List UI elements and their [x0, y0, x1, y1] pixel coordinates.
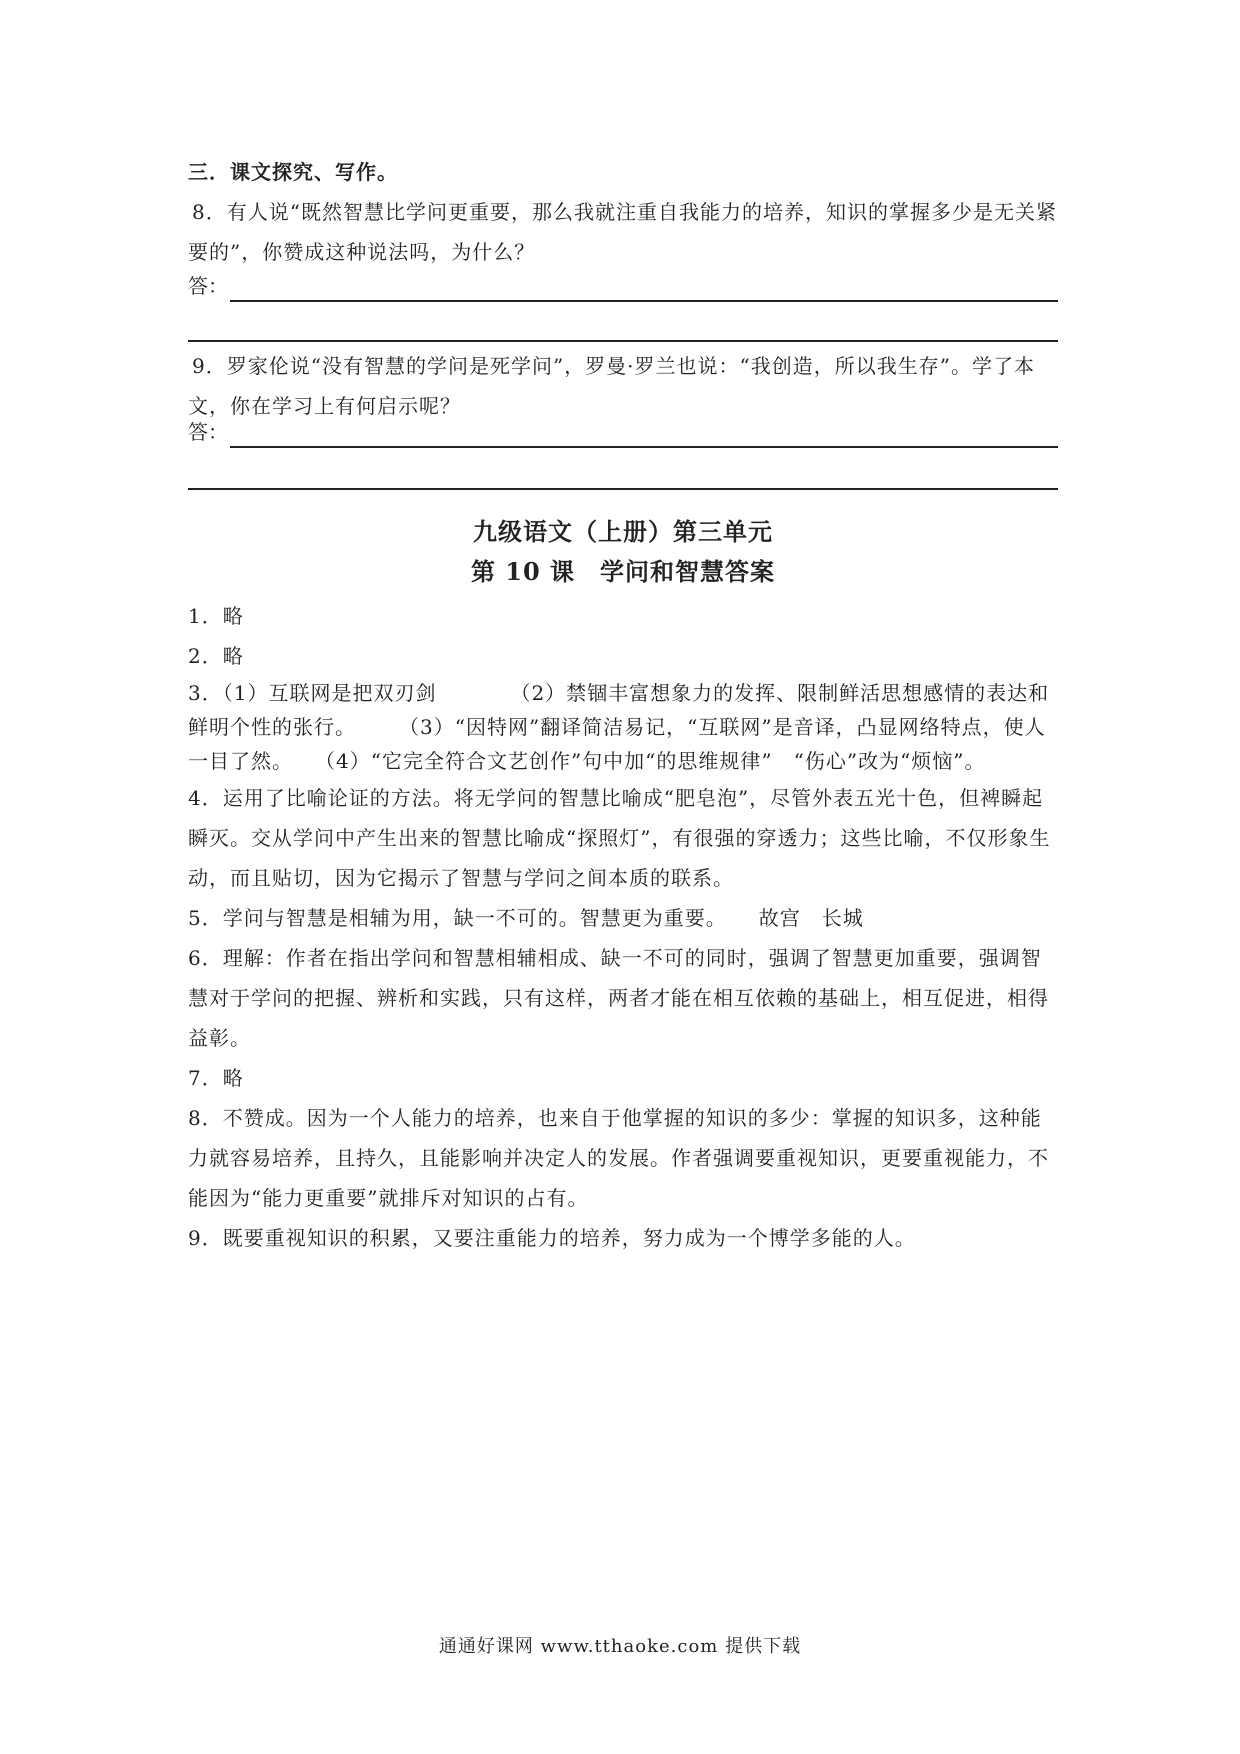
answers-title: 九级语文（上册）第三单元	[473, 517, 773, 546]
answer-label: 答：	[188, 274, 228, 298]
answer-item: 6．理解：作者在指出学问和智慧相辅相成、缺一不可的同时，强调了智慧更加重要，强调智慧对于学问的把握、辨析和实践，只有这样，两者才能在相互依赖的基础上，相互促进，相得益彰。	[188, 946, 1049, 1050]
answer-item: 5．学问与智慧是相辅为用，缺一不可的。智慧更为重要。 故宫 长城	[188, 906, 864, 930]
answer-row-q9	[188, 412, 1058, 452]
answer-list	[188, 596, 1058, 1258]
answer-line	[230, 446, 1058, 448]
question-8: 8．有人说“既然智慧比学问更重要，那么我就注重自我能力的培养，知识的掌握多少是无关紧要的”，你赞成这种说法吗，为什么？	[188, 200, 1057, 264]
answer-item: 8．不赞成。因为一个人能力的培养，也来自于他掌握的知识的多少：掌握的知识多，这种能力就容易培养，且持久，且能影响并决定人的发展。作者强调要重视知识，更要重视能力，不能因为“能力更重要”就排斥对知识的占有。	[188, 1106, 1049, 1210]
answer-line-extra	[188, 488, 1058, 490]
question-9: 9．罗家伦说“没有智慧的学问是死学问”，罗曼·罗兰也说：“我创造，所以我生存”。学了本文，你在学习上有何启示呢？	[188, 354, 1035, 418]
answers-subtitle: 第 10 课 学问和智慧答案	[470, 557, 776, 586]
answer-line-extra	[188, 340, 1058, 342]
answer-row-q8	[188, 266, 1058, 306]
answer-item: 3．（1）互联网是把双刃剑 （2）禁锢丰富想象力的发挥、限制鲜活思想感情的表达和鲜明个性的张行。 （3）“因特网”翻译简洁易记，“互联网”是音译，凸显网络特点，使人一目了然。 （4）“它完全符合文艺创作”句中加“的思维规律” “伤心”改为“烦恼”。	[188, 681, 1050, 773]
page-footer: 通通好课网 www.tthaoke.com 提供下载	[438, 1636, 802, 1657]
answer-item: 4．运用了比喻论证的方法。将无学问的智慧比喻成“肥皂泡”，尽管外表五光十色，但裨瞬起瞬灭。交从学问中产生出来的智慧比喻成“探照灯”，有很强的穿透力；这些比喻，不仅形象生动，而且贴切，因为它揭示了智慧与学问之间本质的联系。	[188, 786, 1051, 890]
answer-line	[230, 300, 1058, 302]
answer-item: 9．既要重视知识的积累，又要注重能力的培养，努力成为一个博学多能的人。	[188, 1226, 916, 1250]
answer-item: 2．略	[188, 644, 244, 668]
answer-item: 1．略	[188, 604, 244, 628]
section-heading: 三．课文探究、写作。	[188, 160, 398, 184]
answer-item: 7．略	[188, 1066, 244, 1090]
answer-label: 答：	[188, 420, 228, 444]
